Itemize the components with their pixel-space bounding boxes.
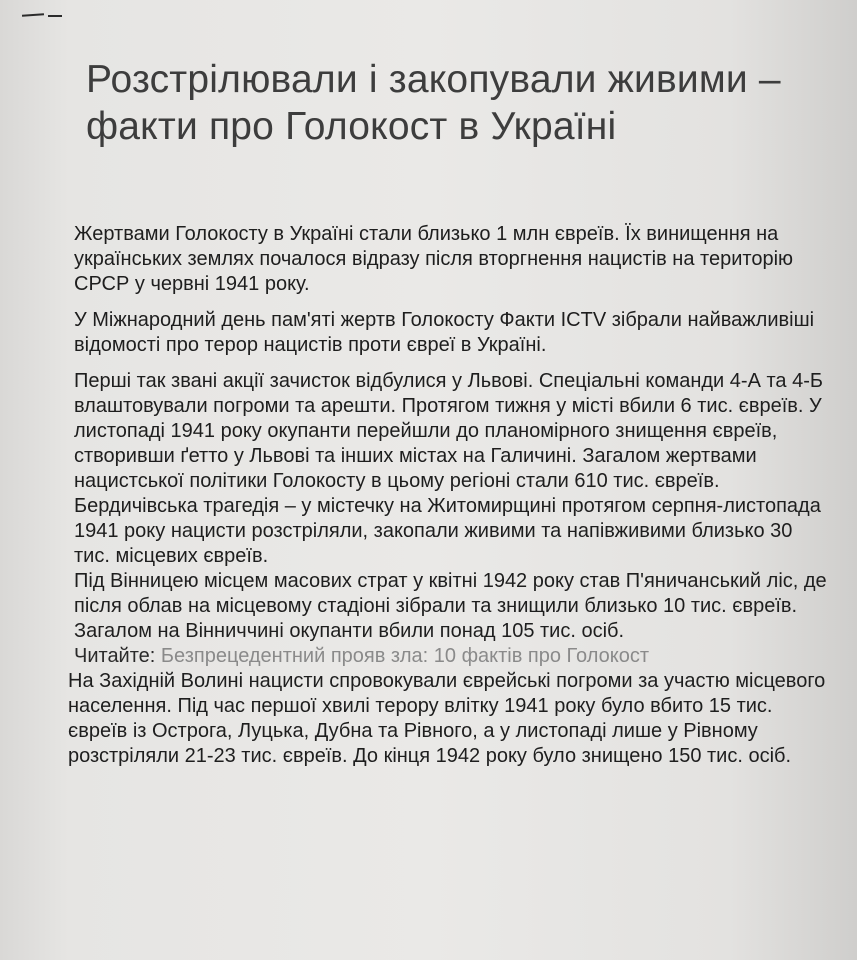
read-more-label: Читайте: <box>74 645 156 667</box>
ink-mark <box>22 12 62 18</box>
read-more-line <box>68 644 828 669</box>
article-title: Розстрілювали і закопували живими – факти про Голокост в Україні <box>86 58 781 148</box>
paragraph-vinnytsia: Під Вінницею місцем масових страт у квітні 1942 року став П'яничанський ліс, де після облав на місцевому стадіоні зібрали та знищили близько 10 тис. євреїв. Загалом на Вінниччині окупанти вбили понад 105 тис. осіб. <box>74 570 827 642</box>
paragraph-volyn: На Західній Волині нацисти спровокували єврейські погроми за участю місцевого населення. Під час першої хвилі терору влітку 1941 року було вбито 15 тис. євреїв із Острога, Луцька, Дубна та Рівного, а у листопаді лише у Рівному розстріляли 21-23 тис. євреїв. До кінця 1942 року було знищено 150 тис. осіб. <box>68 670 826 767</box>
paragraph-berdychiv: Бердичівська трагедія – у містечку на Житомирщині протягом серпня-листопада 1941 року нацисти розстріляли, закопали живими та напівживими близько 30 тис. місцевих євреїв. <box>74 495 821 567</box>
read-more-link[interactable]: Безпрецедентний прояв зла: 10 фактів про Голокост <box>160 645 649 667</box>
paragraph-memorial-day: У Міжнародний день пам'яті жертв Голокосту Факти ICTV зібрали найважливіші відомості про терор нацистів проти євреї в Україні. <box>74 309 815 356</box>
article-body <box>68 222 828 769</box>
paragraph-intro: Жертвами Голокосту в Україні стали близько 1 млн євреїв. Їх винищення на українських землях почалося відразу після вторгнення нацистів на територію СРСР у червні 1941 року. <box>74 223 794 295</box>
paragraph-lviv: Перші так звані акції зачисток відбулися у Львові. Спеціальні команди 4-А та 4-Б влаштовували погроми та арешти. Протягом тижня у місті вбили 6 тис. євреїв. У листопаді 1941 року окупанти перейшли до планомірного знищення євреїв, створивши ґетто у Львові та інших містах на Галичині. Загалом жертвами нацистської політики Голокосту в цьому регіоні стали 610 тис. євреїв. <box>74 370 823 492</box>
